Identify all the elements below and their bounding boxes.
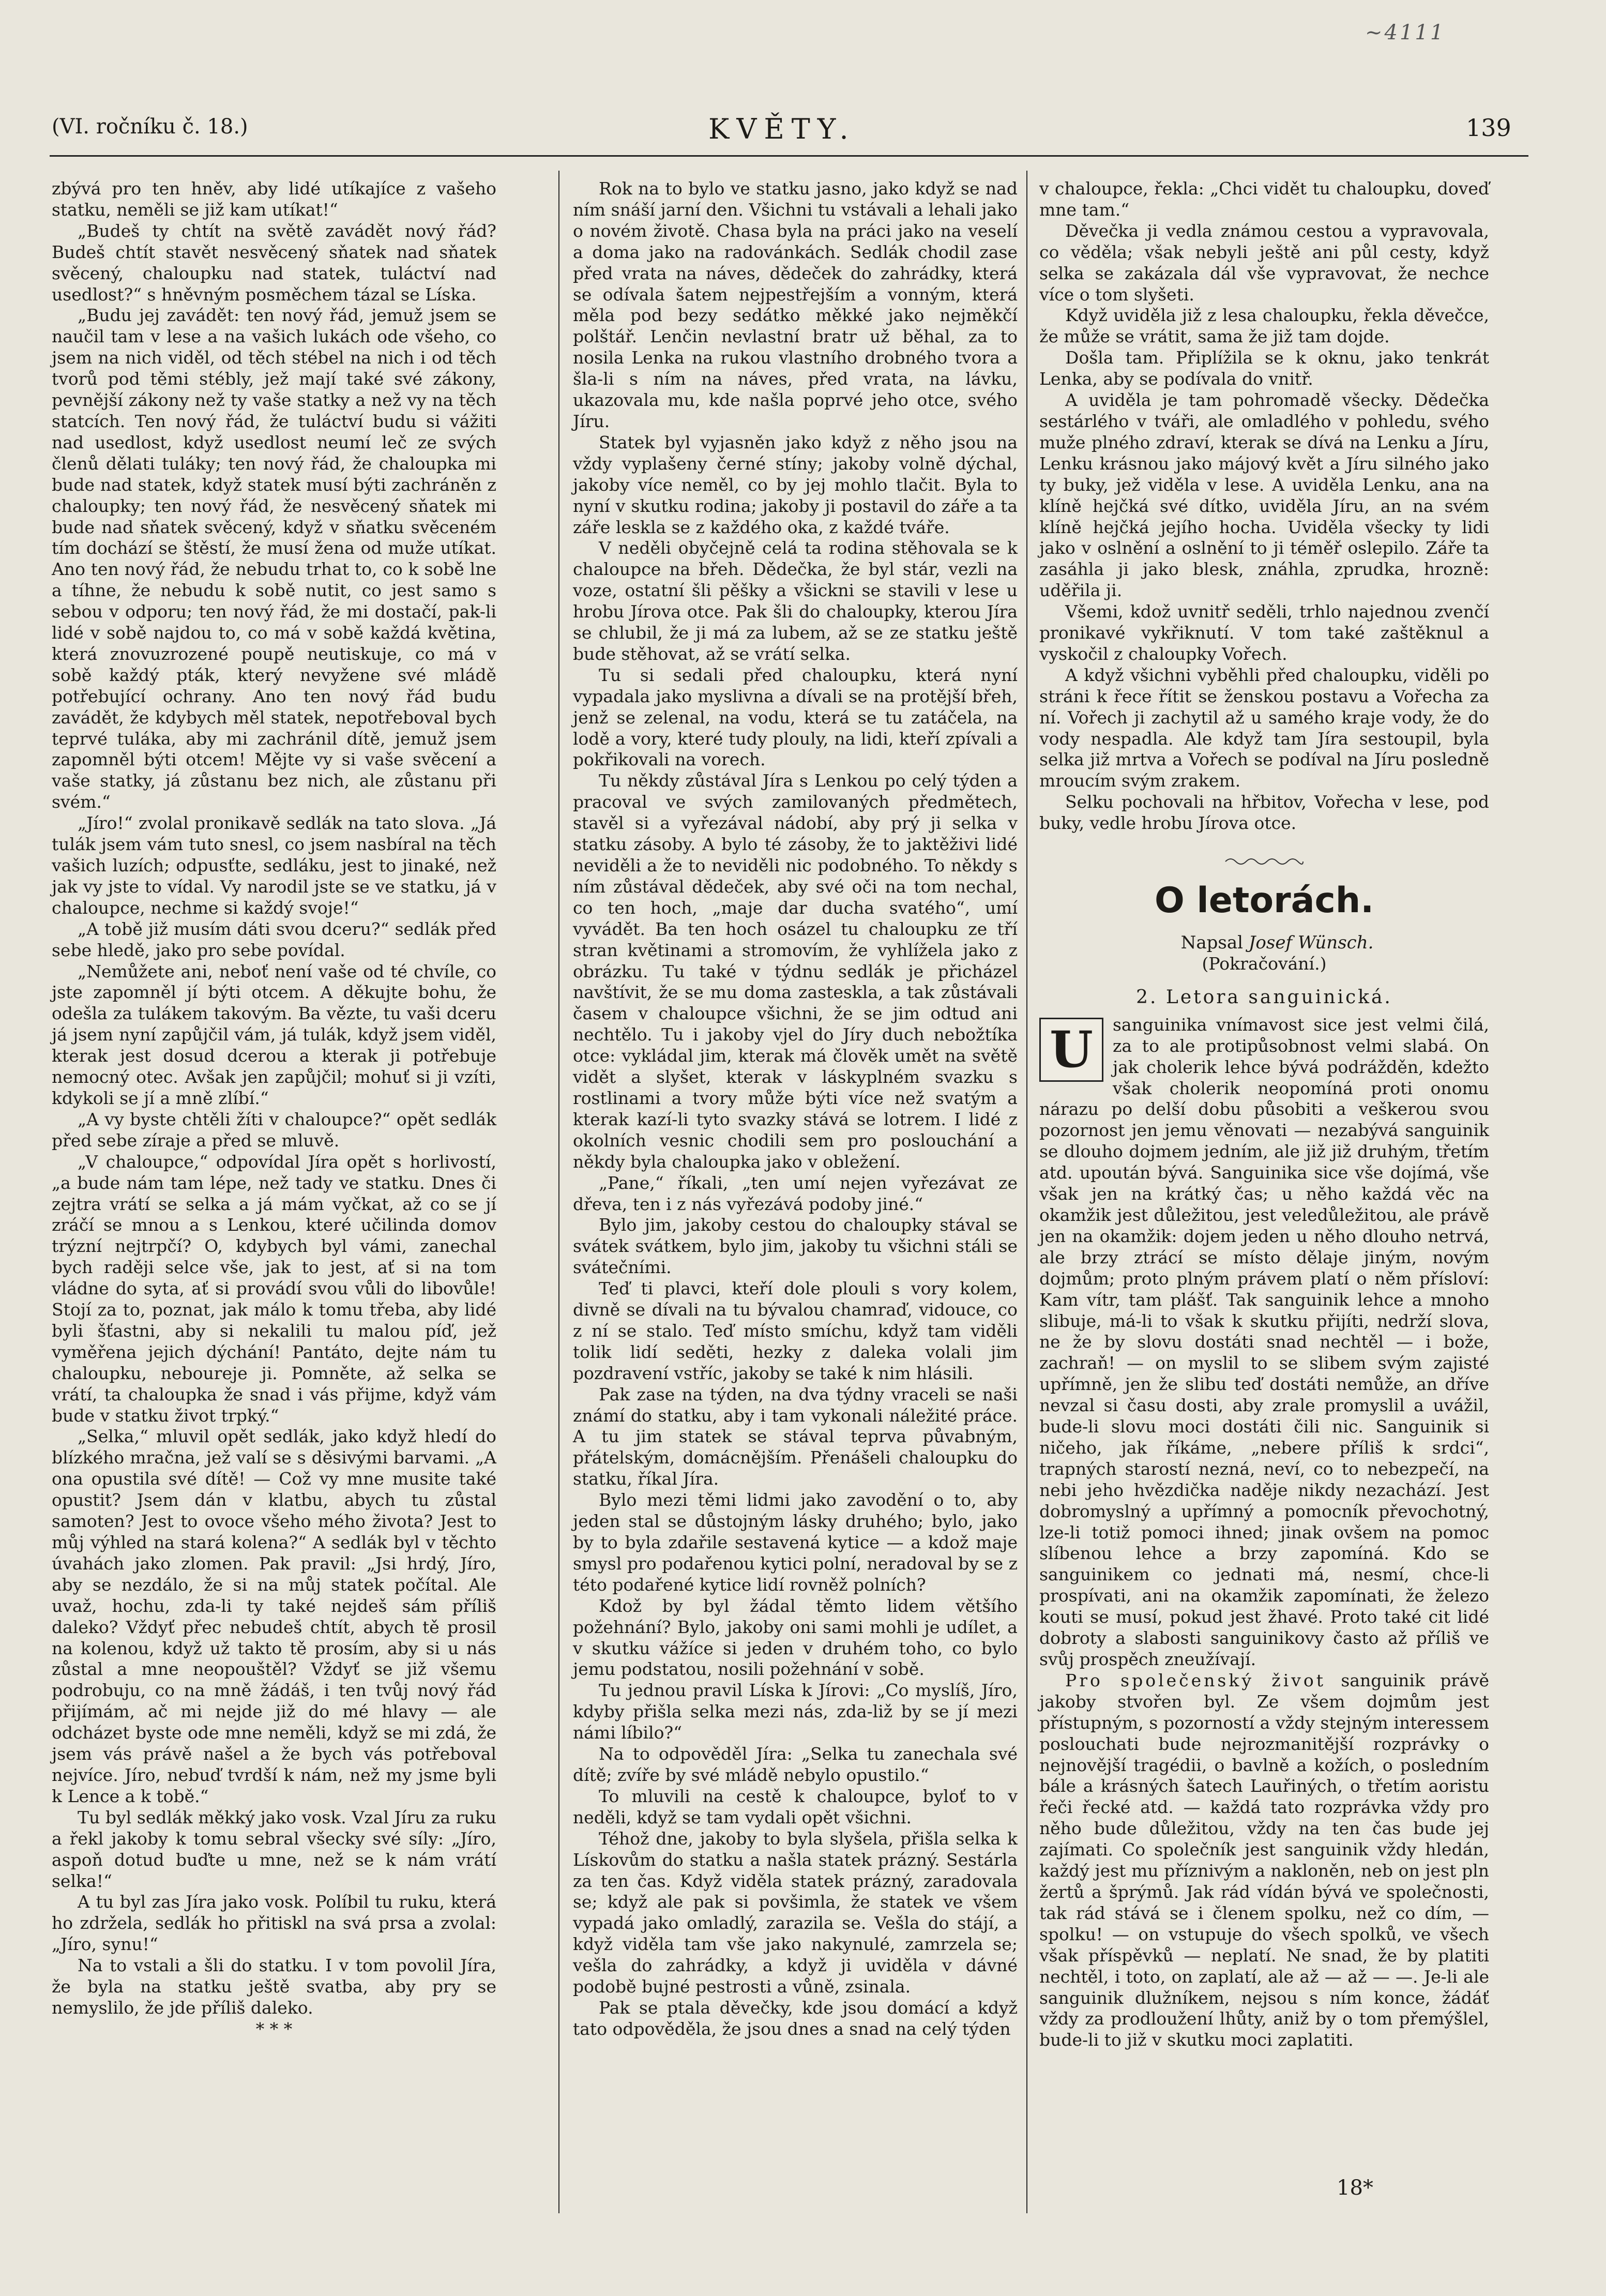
- paragraph: Bylo mezi těmi lidmi jako zavodění o to, aby jeden stal se důstojným lásky druhého; bylo, jako by to byla zdařile sestavená kytice — a kdož maje smysl pro podařenou kytici polní, neradoval by se z této podařené kytice lidí rovněž polních?: [573, 1490, 1018, 1595]
- article-paragraph: [1039, 1015, 1489, 1670]
- paragraph: „Nemůžete ani, neboť není vaše od té chvíle, co jste zapomněl jí býti otcem. A děkujte bohu, že odešla za tulákem takovým. Ba vězte, tu vaši dceru já jsem nyní zapůjčil vám, já tulák, když jsem viděl, kterak jest dosud dcerou a kterak ji potřebuje nemocný otec. Avšak jen zapůjčil; mohuť si ji vzíti, kdykoli se jí a mně zlíbí.“: [52, 961, 496, 1108]
- paragraph: Tu si sedali před chaloupku, která nyní vypadala jako myslivna a dívali se na protější břeh, jenž se zelenal, na vodu, která se tu zatáčela, na lodě a vory, které tudy plouly, na lidi, kteří zpívali a pokřikovali na vorech.: [573, 664, 1018, 770]
- spaced-lead: Pro společenský život: [1065, 1670, 1326, 1690]
- signature-mark: 18*: [1337, 2176, 1373, 2200]
- paragraph: Tu byl sedlák měkký jako vosk. Vzal Jíru za ruku a řekl jakoby k tomu sebral všecky své síly: „Jíro, aspoň dotud buďte u mne, než se k nám vrátí selka!“: [52, 1807, 496, 1891]
- paragraph: To mluvili na cestě k chaloupce, byloť to v neděli, když se tam vydali opět všichni.: [573, 1786, 1018, 1827]
- paragraph: „Jíro!“ zvolal pronikavě sedlák na tato slova. „Já tulák jsem vám tuto snesl, co jsem nasbíral na těch vašich luzích; odpusťte, sedláku, jest to jinaké, než jak vy jste to vídal. Vy narodil jste se ve statku, já v chaloupce, nechme si každý svoje!“: [52, 813, 496, 918]
- paragraph: Bylo jim, jakoby cestou do chaloupky stával se svátek svátkem, bylo jim, jakoby tu všichni stáli se svátečními.: [573, 1215, 1018, 1278]
- paragraph: Na to vstali a šli do statku. I v tom povolil Jíra, že byla na statku ještě svatba, aby pry se nemyslilo, že jde příliš daleko.: [52, 1955, 496, 2018]
- volume-label: (VI. ročníku č. 18.): [52, 115, 248, 139]
- paragraph: Kdož by byl žádal těmto lidem většího požehnání? Bylo, jakoby oni sami mohli je udílet, a v skutku vážíce si jeden v druhém toho, co bylo jemu podstatou, nosili požehnání v sobě.: [573, 1595, 1018, 1680]
- byline-author: Josef Wünsch.: [1248, 932, 1374, 954]
- article-paragraph: [1039, 1670, 1489, 2051]
- byline: [1039, 932, 1489, 954]
- paragraph: zbývá pro ten hněv, aby lidé utíkajíce z vašeho statku, neměli se již kam utíkat!“: [52, 178, 496, 220]
- masthead-title: KVĚTY.: [708, 113, 856, 145]
- paragraph: Když uviděla již z lesa chaloupku, řekla děvečce, že může se vrátit, sama že již tam dojde.: [1039, 305, 1489, 347]
- section-break-stars: * * *: [255, 2018, 293, 2039]
- paragraph: Pak zase na týden, na dva týdny vraceli se naši známí do statku, aby i tam vykonali náležité práce. A tu jim statek se stával teprva půvabným, přátelským, domácnějším. Přenášeli chaloupku do statku, říkal Jíra.: [573, 1384, 1018, 1489]
- paragraph: „A tobě již musím dáti svou dceru?“ sedlák před sebe hledě, jako pro sebe povídal.: [52, 918, 496, 960]
- paragraph: V neděli obyčejně celá ta rodina stěhovala se k chaloupce na břeh. Dědečka, že byl stár, vezli na voze, ostatní šli pěšky a všickni se stavili v lese u hrobu Jírova otce. Pak šli do chaloupky, kterou Jíra se chlubil, že ji má za lubem, až se ze statku ještě bude stěhovat, až se vrátí selka.: [573, 538, 1018, 664]
- continued-label: (Pokračování.): [1202, 954, 1327, 974]
- paragraph: Statek byl vyjasněn jako když z něho jsou na vždy vyplašeny černé stíny; jakoby volně dýchal, jakoby více neměl, co by jej mohlo tlačit. Byla to nyní v skutku rodina; jakoby ji postavil do záře a ta záře leskla se z každého oka, z každé tváře.: [573, 432, 1018, 537]
- paragraph: A když všichni vyběhli před chaloupku, viděli po stráni k řece řítit se ženskou postavu a Vořecha za ní. Vořech ji zachytil až u samého kraje vody, že do vody nespadla. Ale když tam Jíra sestoupil, byla selka již mrtva a Vořech se podíval na Jíru posledně mroucím svým zrakem.: [1039, 664, 1489, 791]
- paragraph: A tu byl zas Jíra jako vosk. Políbil tu ruku, která ho zdržela, sedlák ho přitiskl na svá prsa a zvolal: „Jíro, synu!“: [52, 1892, 496, 1955]
- paragraph: Tu někdy zůstával Jíra s Lenkou po celý týden a pracoval ve svých zamilovaných předmětech, stavěl si a vyřezával nádobí, aby prý ji selka v statku zásoby. A bylo té zásoby, že to jaktěživi lidé neviděli a že to neviděli nic podobného. To někdy s ním zůstával dědeček, aby své oči na tom nechal, co ten hoch, „maje dar ducha svatého“, umí vyvádět. Ba ten hoch osázel tu chaloupku ze tří stran květinami a stromovím, že vyhlížela jako z obrázku. Tu také v týdnu sedlák je přicházel navštívit, že se mu doma zasteskla, a tak zůstávali časem v chaloupce všichni, že se jim odtud ani nechtělo. Tu i jakoby vjel do Jíry duch nebožtíka otce: vykládal jim, kterak má člověk umět na světě vidět a slyšet, kterak v láskyplném svazku s rostlinami a tvory může býti více než svatým a kterak kazí-li tyto svazky stává se lotrem. I lidé z okolních vesnic chodili sem pro poslouchání a někdy byla chaloupka jako v obležení.: [573, 771, 1018, 1172]
- paragraph: „Selka,“ mluvil opět sedlák, jako když hledí do blízkého mračna, jež valí se s děsivými barvami. „A ona opustila své dítě! — Což vy mne musite také opustit? Jsem dán v klatbu, abych tu zůstal samoten? Jest to ovoce všeho mého života? Jest to můj výhled na stará kolena?“ A sedlák byl v těchto úvahách jako zlomen. Pak pravil: „Jsi hrdý, Jíro, aby se nezdálo, že si na můj statek počítal. Ale uvaž, hochu, zda-li ty také nejdeš sám příliš daleko? Vždyť přec nebudeš chtít, abych tě prosil na kolenou, když už takto tě prosím, aby si u nás zůstal a mne neopouštěl? Vždyť se již všemu podrobuju, co na mně žádáš, i ten tvůj nový řád přijímám, ač mi nejde již do mé hlavy — ale odcházet byste ode mne neměli, když se mi zdá, že jsem vás právě našel a že bych vás potřeboval nejvíce. Jíro, nebuď tvrdší k nám, než my jsme byli k Lence a k tobě.“: [52, 1426, 496, 1806]
- article-paragraph-text: sanguinika vnímavost sice jest velmi čilá, za to ale protipůsobnost velmi slabá. On jak cholerik lehce bývá podrážděn, kdežto však cholerik neopomíná proti onomu nárazu po delší dobu působiti a veškerou svou pozornost jen jemu věnovati — nezabývá sanguinik se dlouho dojmem jedním, ale již již druhým, třetím atd. upoután bývá. Sanguinika sice vše dojímá, vše však jen na krátký čas; u něho každá věc na okamžik jest důležitou, jest veledůležitou, ale právě jen na okamžik: dojem jeden u něho dlouho netrvá, ale brzy ztrácí se místo dělaje jiným, novým dojmům; proto plným právem platí o něm přísloví: Kam vítr, tam plášť. Tak sanguinik lehce a mnoho slibuje, má-li to však k skutku přijíti, nedrží slova, ne že by slovu dostáti snad nechtěl — i bože, zachraň! — on myslil to se slibem svým zajisté upřímně, jen že slibu teď dostáti nemůže, an dříve nevzal si času dosti, aby zrale promyslil a uvážil, bude-li slovu moci dostáti čili nic. Sanguinik si ničeho, jak říkáme, „nebere příliš k srdci“, trapných starostí nezná, neví, co to nebezpečí, na nebi jeho hvězdička naděje nikdy nezachází. Jest dobromyslný a upřímný a pomocník převochotný, lze-li totiž pomoci ihned; jinak ovšem na pomoc slíbenou lehce a brzy zapomíná. Kdo se sanguinikem co jednati má, nesmí, chce-li prospívati, ani na okamžik zapomínati, že železo kouti se musí, pokud jest žhavé. Proto také cit lidé dobroty a slabosti sanguinikovy často až příliš ve svůj prospěch zneužívají.: [1039, 1014, 1489, 1669]
- drop-initial: U: [1039, 1018, 1103, 1082]
- header-rule: [50, 155, 1528, 157]
- wave-ornament-icon: [1223, 855, 1306, 868]
- paragraph: Děvečka ji vedla známou cestou a vypravovala, co věděla; však nebyli ještě ani půl cesty, když selka se zakázala dál vše vypravovat, že nechce více o tom slyšeti.: [1039, 220, 1489, 305]
- paragraph: Všemi, kdož uvnitř seděli, trhlo najednou zvenčí pronikavé vykřiknutí. V tom také zaštěknul a vyskočil z chaloupky Vořech.: [1039, 601, 1489, 664]
- paragraph: Rok na to bylo ve statku jasno, jako když se nad ním snáší jarní den. Všichni tu vstávali a lehali jako o novém životě. Chasa byla na práci jako na veselí a doma jako na radovánkách. Sedlák chodil zase před vrata na náves, dědeček do zahrádky, která se odívala šatem nejpestřejším a vonným, která měla pod bezy sedátko měkké jako nejměkčí polštář. Lenčin nevlastní bratr už běhal, za to nosila Lenka na rukou vlastního drobného tvora a šla-li s ním na náves, před vrata, na lávku, ukazovala mu, kde našla poprvé jeho otce, svého Jíru.: [573, 178, 1018, 431]
- paragraph: Na to odpověděl Jíra: „Selka tu zanechala své dítě; zvíře by své mládě nebylo opustilo.“: [573, 1744, 1018, 1785]
- paragraph: Selku pochovali na hřbitov, Vořecha v lese, pod buky, vedle hrobu Jírova otce.: [1039, 792, 1489, 834]
- column-3: [1039, 178, 1489, 2051]
- paragraph: v chaloupce, řekla: „Chci vidět tu chaloupku, doveď mne tam.“: [1039, 178, 1489, 220]
- column-2: [573, 178, 1018, 2040]
- page-number: 139: [1466, 114, 1511, 142]
- paragraph: „A vy byste chtěli žíti v chaloupce?“ opět sedlák před sebe zíraje a před se mluvě.: [52, 1109, 496, 1151]
- paragraph: Teď ti plavci, kteří dole plouli s vory kolem, divně se dívali na tu bývalou chamraď, vidouce, co z ní se stalo. Teď místo smíchu, když tam viděli tolik lidí seděti, hezky z daleka volali jim pozdravení vstříc, jakoby se také k nim hlásili.: [573, 1278, 1018, 1383]
- column-divider-1: [558, 171, 559, 2213]
- paragraph: „Budu jej zavádět: ten nový řád, jemuž jsem se naučil tam v lese a na vašich lukách ode všeho, co jsem na nich viděl, od těch stébel na nich i od těch tvorů pod těmi stébly, jež mají také své zákony, pevnější zákony než ty vaše statky a než vy na těch statcích. Ten nový řád, že tuláctví budu si vážiti nad usedlost, když usedlost neumí leč ze svých členů dělati tuláky; ten nový řád, že chaloupka mi bude nad statek, když statek musí býti zachráněn z chaloupky; ten nový řád, že nesvěcený sňatek mi bude nad sňatek svěcený, když v sňatku svěceném tím dochází se štěstí, že musí žena od muže utíkat. Ano ten nový řád, že nebudu trhat to, co k sobě lne a tíhne, že nebudu k sobě nutit, co jest samo s sebou v odporu; ten nový řád, že mi dostačí, pak-li lidé v sobě najdou to, co má v sobě každá květina, která znovuzrozené poupě neutiskuje, co má v sobě každý pták, který nevyžene své mládě potřebující ochrany. Ano ten nový řád budu zavádět, že kdybych měl statek, nepotřeboval bych teprvé tuláka, aby mi zachránil dítě, jemuž jsem zapomněl býti otcem! Mějte vy si vaše svěcení a vaše statky, já zůstanu bez nich, ale zůstanu při svém.“: [52, 305, 496, 812]
- paragraph: „Pane,“ říkali, „ten umí nejen vyřezávat ze dřeva, ten i z nás vyřezává podoby jiné.“: [573, 1172, 1018, 1214]
- byline-prefix: Napsal: [1180, 932, 1249, 954]
- paragraph: „V chaloupce,“ odpovídal Jíra opět s horlivostí, „a bude nám tam lépe, než tady ve statku. Dnes či zejtra vrátí se selka a já mám vyčkat, až co se jí zráčí se mnou a s Lenkou, které učilinda domov trýzní nejtrpčí? O, kdybych byl vámi, zanechal bych raději selce vše, jak to jest, ať si na tom vládne do syta, ať si provádí svou vůli do libovůle! Stojí za to, poznat, jak málo k tomu třeba, aby lidé byli šťastni, aby si nekalili tu malou píď, jež vyměřena jejich dýchání! Pantáto, dejte nám tu chaloupku, neboureje ji. Pomněte, až selka se vrátí, ta chaloupka že snad i vás přijme, když vám bude v statku život trpký.“: [52, 1151, 496, 1426]
- column-divider-2: [1026, 171, 1027, 2213]
- paragraph: Tu jednou pravil Líska k Jírovi: „Co myslíš, Jíro, kdyby přišla selka mezi nás, zda-liž by se jí mezi námi líbilo?“: [573, 1680, 1018, 1743]
- column-1: [52, 178, 496, 2040]
- article-paragraph-text: sanguinik právě jakoby stvořen byl. Ze všem dojmům jest přístupným, s pozorností a vždy stejným interessem poslouchati bude nejrozmanitější rozprávky o nejnovější tragédii, o bavlně a kožích, o posledním bále a krásných šatech Lauřiných, o třetím aoristu řeči řecké atd. — každá tato rozprávka vždy pro něho bude důležitou, vždy na ten čas bude jej zajímati. Co společník jest sanguinik vždy hledán, každý jest mu příznivým a nakloněn, neb on jest pln žertů a šprýmů. Jak rád vídán bývá ve společnosti, tak rád stává se i členem spolku, než co dím, — spolku! — on vstupuje do všech spolků, ve všech však příspěvků — neplatí. Ne snad, že by platiti nechtěl, i toto, on zaplatí, ale až — až — —. Je-li ale sanguinik dlužníkem, nejsou s ním konce, žádáť vždy za prodloužení lhůty, aniž by o tom přemýšlel, bude-li to již v skutku moci zaplatiti.: [1039, 1670, 1489, 2050]
- paragraph: Téhož dne, jakoby to byla slyšela, přišla selka k Lískovům do statku a našla statek prázný. Sestárla za ten čas. Když viděla statek prázný, zaradovala se; když ale pak si povšimla, že statek ve všem vypadá jako omladlý, zarazila se. Vešla do stájí, a když viděla tam vše jako nakynulé, zamrzela se; vešla do zahrádky, a když ji uviděla v dávné podobě bujné pestrosti a vůně, zsinala.: [573, 1828, 1018, 1997]
- paragraph: „Budeš ty chtít na světě zavádět nový řád? Budeš chtít stavět nesvěcený sňatek nad sňatek svěcený, chaloupku nad statek, tuláctví nad usedlost?“ s hněvným posměchem tázal se Líska.: [52, 220, 496, 305]
- decorative-wave-rule: [1039, 852, 1489, 867]
- paragraph: Došla tam. Připlížila se k oknu, jako tenkrát Lenka, aby se podívala do vnitř.: [1039, 348, 1489, 389]
- article-title: O letorách.: [1154, 880, 1374, 922]
- handwritten-corner-note: ~4111: [1365, 21, 1446, 44]
- paragraph: A uviděla je tam pohromadě všecky. Dědečka sestárlého v tváři, ale omladlého v pohledu, svého muže plného zdraví, kterak se dívá na Lenku a Jíru, Lenku krásnou jako májový květ a Jíru silného jako ty buky, jež viděla v lese. A uviděla Lenku, ana na klíně hejčká své dítko, uviděla Jíru, an na svém klíně hejčká jejího hocha. Uviděla všecky ty lidi jako v oslnění a oslnění to ji téměř oslepilo. Záře ta zasáhla ji jako blesk, znáhla, zprudka, hrozně: uděřila ji.: [1039, 390, 1489, 601]
- section-title: 2. Letora sanguinická.: [1136, 986, 1392, 1008]
- paragraph: Pak se ptala děvečky, kde jsou domácí a když tato odpověděla, že jsou dnes a snad na celý týden: [573, 1997, 1018, 2039]
